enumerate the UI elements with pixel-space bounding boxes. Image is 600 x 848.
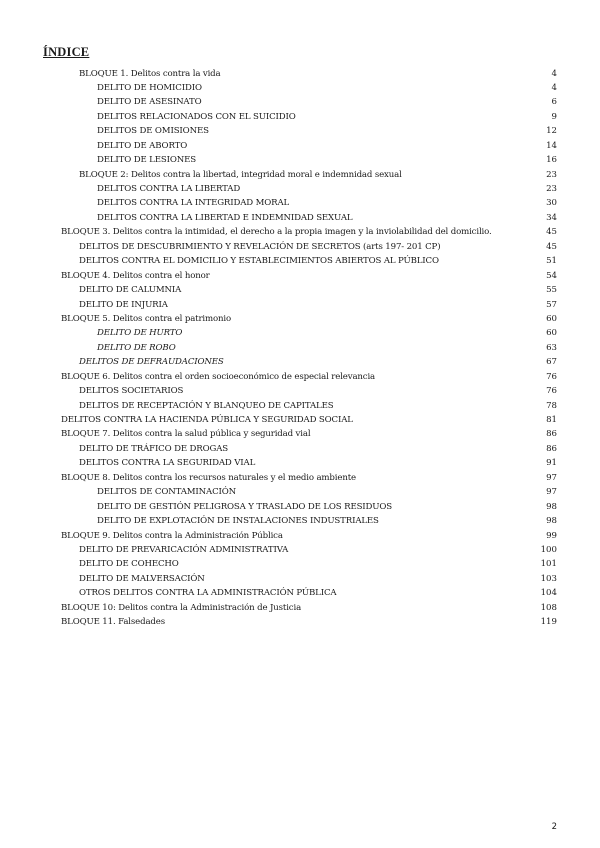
toc-entry[interactable]: [0, 355, 600, 369]
toc-entry[interactable]: [0, 601, 600, 615]
toc-entry-label[interactable]: DELITO DE ROBO: [97, 342, 176, 353]
toc-entry-page: 86: [546, 443, 557, 454]
toc-entry-page: 12: [546, 126, 557, 137]
toc-entry-page: 30: [546, 198, 557, 209]
page-number: 2: [551, 822, 557, 832]
toc-entry-page: 97: [546, 487, 557, 498]
toc-entry-label[interactable]: BLOQUE 4. Delitos contra el honor: [61, 270, 210, 281]
toc-entry-label[interactable]: BLOQUE 7. Delitos contra la salud pública y seguridad vial: [61, 429, 311, 440]
toc-entry-label[interactable]: DELITO DE ABORTO: [97, 140, 188, 151]
toc-entry[interactable]: [0, 500, 600, 514]
toc-entry[interactable]: [0, 399, 600, 413]
toc-entry-label[interactable]: DELITOS CONTRA LA LIBERTAD: [97, 184, 241, 194]
toc-entry-label[interactable]: DELITO DE HURTO: [97, 328, 183, 339]
index-title: ÍNDICE: [43, 45, 90, 59]
toc-entry-page: 99: [546, 530, 557, 541]
toc-entry-label[interactable]: DELITOS DE RECEPTACIÓN Y BLANQUEO DE CAPITALES: [79, 400, 334, 411]
toc-entry-label[interactable]: DELITOS DE DEFRAUDACIONES: [79, 357, 224, 368]
toc-entry[interactable]: [0, 182, 600, 196]
toc-entry-label[interactable]: BLOQUE 3. Delitos contra la intimidad, el derecho a la propia imagen y la inviolabilidad del domicilio.: [61, 227, 492, 238]
toc-entry-label[interactable]: BLOQUE 10: Delitos contra la Administración de Justicia: [61, 602, 302, 613]
toc-entry-label[interactable]: DELITOS DE CONTAMINACIÓN: [97, 487, 237, 498]
toc-entry[interactable]: [0, 326, 600, 340]
toc-entry-label[interactable]: DELITO DE TRÁFICO DE DROGAS: [79, 443, 228, 454]
toc-entry-label[interactable]: DELITO DE PREVARICACIÓN ADMINISTRATIVA: [79, 544, 289, 555]
toc-entry-page: 4: [551, 68, 557, 79]
toc-entry-page: 76: [546, 386, 557, 397]
toc-entry[interactable]: [0, 211, 600, 225]
toc-entry[interactable]: [0, 298, 600, 312]
toc-entry-page: 97: [546, 472, 557, 483]
toc-entry-page: 6: [551, 97, 557, 108]
toc-entry-page: 4: [551, 82, 557, 93]
toc-entry-page: 81: [546, 415, 557, 425]
toc-entry-page: 60: [546, 328, 557, 339]
toc-entry-page: 34: [546, 212, 557, 223]
toc-entry-label[interactable]: OTROS DELITOS CONTRA LA ADMINISTRACIÓN PÚBLICA: [79, 588, 337, 599]
toc-entry[interactable]: [0, 485, 600, 499]
toc-entry[interactable]: [0, 110, 600, 124]
toc-entry-label[interactable]: BLOQUE 5. Delitos contra el patrimonio: [61, 313, 232, 324]
toc-entry-label[interactable]: DELITO DE GESTIÓN PELIGROSA Y TRASLADO DE LOS RESIDUOS: [97, 501, 393, 512]
toc-entry[interactable]: [0, 124, 600, 138]
toc-entry-label[interactable]: DELITO DE ASESINATO: [97, 97, 202, 108]
toc-entry-label[interactable]: DELITOS CONTRA LA HACIENDA PÚBLICA Y SEGURIDAD SOCIAL: [61, 415, 353, 425]
toc-entry[interactable]: [0, 471, 600, 485]
toc-entry-page: 63: [546, 342, 557, 353]
toc-entry[interactable]: [0, 225, 600, 239]
toc-entry[interactable]: [0, 529, 600, 543]
toc-entry-label[interactable]: DELITO DE COHECHO: [79, 559, 179, 570]
toc-entry-page: 98: [546, 501, 557, 512]
toc-entry[interactable]: [0, 81, 600, 95]
toc-entry-page: 104: [540, 588, 557, 599]
toc-entry-page: 86: [546, 429, 557, 440]
toc-entry[interactable]: [0, 384, 600, 398]
toc-entry[interactable]: [0, 456, 600, 470]
toc-entry[interactable]: [0, 95, 600, 109]
toc-entry-page: 55: [546, 285, 557, 296]
toc-entry[interactable]: [0, 269, 600, 283]
toc-entry-page: 51: [546, 256, 557, 267]
toc-entry-label[interactable]: DELITOS DE OMISIONES: [97, 126, 209, 137]
toc-entry-label[interactable]: BLOQUE 1. Delitos contra la vida: [79, 68, 221, 79]
toc-entry-page: 119: [540, 617, 557, 628]
toc-entry-page: 9: [551, 111, 557, 122]
toc-entry-page: 23: [546, 169, 557, 180]
toc-entry-page: 67: [546, 357, 557, 368]
toc-entry-label[interactable]: BLOQUE 8. Delitos contra los recursos naturales y el medio ambiente: [61, 472, 356, 483]
toc-entry-page: 60: [546, 313, 557, 324]
toc-entry[interactable]: [0, 139, 600, 153]
toc-entry[interactable]: [0, 67, 600, 81]
toc-entry[interactable]: [0, 341, 600, 355]
toc-entry[interactable]: [0, 168, 600, 182]
toc-entry-label[interactable]: DELITO DE INJURIA: [79, 299, 168, 310]
toc-entry-label[interactable]: DELITOS CONTRA LA SEGURIDAD VIAL: [79, 458, 256, 469]
toc-entry-label[interactable]: DELITOS RELACIONADOS CON EL SUICIDIO: [97, 111, 296, 122]
toc-entry[interactable]: [0, 196, 600, 210]
toc-entry-page: 76: [546, 371, 557, 382]
toc-entry-label[interactable]: DELITOS SOCIETARIOS: [79, 386, 184, 397]
toc-entry-label[interactable]: BLOQUE 11. Falsedades: [61, 617, 165, 628]
toc-entry[interactable]: [0, 543, 600, 557]
toc-entry[interactable]: [0, 312, 600, 326]
toc-entry-label[interactable]: DELITO DE MALVERSACIÓN: [79, 573, 205, 584]
toc-entry-page: 100: [540, 544, 557, 555]
toc-entry-page: 45: [546, 227, 557, 238]
toc-entry[interactable]: [0, 572, 600, 586]
toc-entry-page: 16: [546, 155, 557, 166]
toc-entry-page: 103: [540, 573, 557, 584]
toc-entry-page: 14: [546, 140, 557, 151]
toc-entry-page: 91: [546, 458, 557, 469]
toc-entry-page: 101: [540, 559, 557, 570]
toc-entry-page: 23: [546, 184, 557, 194]
toc-entry-label[interactable]: DELITO DE LESIONES: [97, 155, 196, 166]
toc-entry-label[interactable]: DELITOS CONTRA LA INTEGRIDAD MORAL: [97, 198, 290, 209]
toc-entry[interactable]: [0, 254, 600, 268]
toc-entry-page: 78: [546, 400, 557, 411]
toc-entry[interactable]: [0, 557, 600, 571]
toc-entry-label[interactable]: DELITO DE EXPLOTACIÓN DE INSTALACIONES INDUSTRIALES: [97, 516, 379, 527]
toc-entry-label[interactable]: DELITOS CONTRA LA LIBERTAD E INDEMNIDAD SEXUAL: [97, 212, 353, 223]
toc-entry[interactable]: [0, 514, 600, 528]
toc-entry-page: 57: [546, 299, 557, 310]
toc-entry-page: 54: [546, 270, 557, 281]
toc-entry[interactable]: [0, 283, 600, 297]
toc-entry-label[interactable]: DELITO DE HOMICIDIO: [97, 82, 202, 93]
toc-entry[interactable]: [0, 615, 600, 629]
toc-entry-label[interactable]: BLOQUE 2: Delitos contra la libertad, integridad moral e indemnidad sexual: [79, 169, 402, 180]
toc-entry-label[interactable]: DELITO DE CALUMNIA: [79, 285, 182, 296]
toc-entry[interactable]: [0, 240, 600, 254]
table-of-contents: [0, 67, 600, 630]
toc-entry-label[interactable]: DELITOS CONTRA EL DOMICILIO Y ESTABLECIMIENTOS ABIERTOS AL PÚBLICO: [79, 256, 439, 267]
toc-entry[interactable]: [0, 370, 600, 384]
toc-entry[interactable]: [0, 153, 600, 167]
toc-entry-label[interactable]: DELITOS DE DESCUBRIMIENTO Y REVELACIÓN DE SECRETOS (arts 197- 201 CP): [79, 241, 441, 252]
toc-entry[interactable]: [0, 413, 600, 427]
toc-entry[interactable]: [0, 427, 600, 441]
toc-entry-label[interactable]: BLOQUE 6. Delitos contra el orden socioeconómico de especial relevancia: [61, 371, 376, 382]
toc-entry-page: 108: [540, 602, 557, 613]
toc-entry-page: 45: [546, 241, 557, 252]
toc-entry[interactable]: [0, 442, 600, 456]
toc-entry[interactable]: [0, 586, 600, 600]
toc-entry-label[interactable]: BLOQUE 9. Delitos contra la Administración Pública: [61, 530, 283, 541]
toc-entry-page: 98: [546, 516, 557, 527]
